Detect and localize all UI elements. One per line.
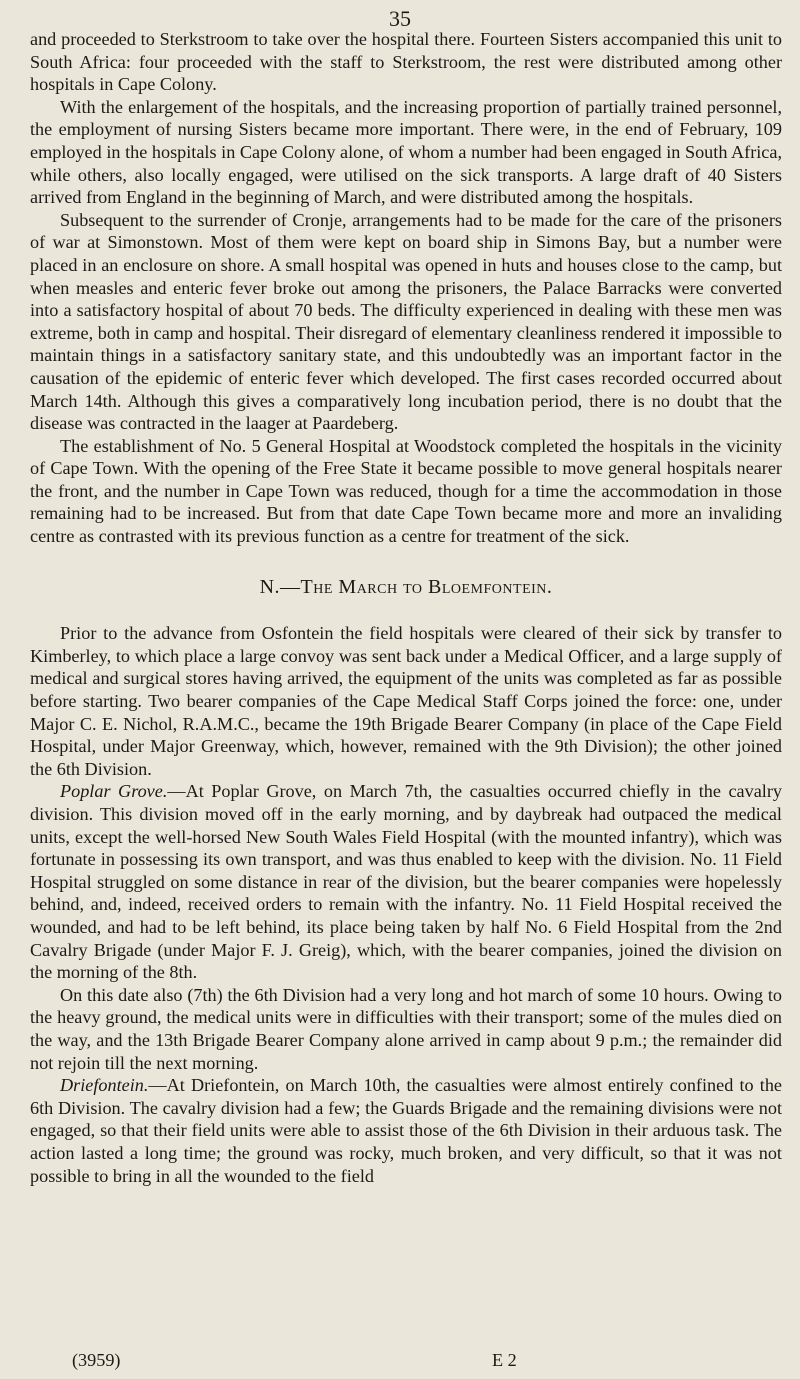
section-heading: N.—The March to Bloemfontein. xyxy=(259,575,553,598)
paragraph-lead: Driefontein. xyxy=(60,1075,149,1096)
paragraph: Prior to the advance from Osfontein the field hospitals were cleared of their sick by transfer to Kimberley, to which place a large convoy was sent back under a Medical Officer, and a large supply of medical and surgical stores having arrived, the equipment of the units was completed as far as possible before starting. Two bearer companies of the Cape Medical Staff Corps joined the force: one, under Major C. E. Nichol, R.A.M.C., became the 19th Brigade Bearer Company (in place of the Cape Field Hospital, under Major Greenway, which, however, remained with the 9th Division); the other joined the 6th Division. xyxy=(30,623,782,779)
paragraph-body: —At Poplar Grove, on March 7th, the casualties occurred chiefly in the cavalry division. This division moved off in the early morning, and by daybreak had outpaced the medical units, except the well-horsed New South Wales Field Hospital (with the mounted infantry), which was fortunate in possessing its own transport, and was thus enabled to keep with the division. No. 11 Field Hospital struggled on some distance in rear of the division, but the bearer companies were hopelessly behind, and, indeed, received orders to remain with the infantry. No. 11 Field Hospital received the wounded, and had to be left behind, its place being taken by half No. 6 Field Hospital from the 2nd Cavalry Brigade (under Major F. J. Greig), which, with the bearer companies, joined the division on the morning of the 8th. xyxy=(30,781,782,983)
paragraph: and proceeded to Sterkstroom to take over the hospital there. Fourteen Sisters accompanied this unit to South Africa: four proceeded with the staff to Sterkstroom, the rest were distributed among other hospitals in Cape Colony. xyxy=(30,29,782,95)
paragraph: With the enlargement of the hospitals, and the increasing proportion of partially trained personnel, the employment of nursing Sisters became more important. There were, in the end of February, 109 employed in the hospitals in Cape Colony alone, of whom a number had been engaged in South Africa, while others, also locally engaged, were utilised on the sick transports. A large draft of 40 Sisters arrived from England in the beginning of March, and were distributed among the hospitals. xyxy=(30,96,782,208)
paragraph: Subsequent to the surrender of Cronje, arrangements had to be made for the care of the prisoners of war at Simonstown. Most of them were kept on board ship in Simons Bay, but a number were placed in an enclosure on shore. A small hospital was opened in huts and houses close to the camp, but when measles and enteric fever broke out among the prisoners, the Palace Barracks were converted into a satisfactory hospital of about 70 beds. The difficulty experienced in dealing with these men was extreme, both in camp and hospital. Their disregard of elementary cleanliness rendered it impossible to maintain things in a satisfactory sanitary state, and this undoubtedly was an important factor in the causation of the epidemic of enteric fever which developed. The first cases recorded occurred about March 14th. Although this gives a comparatively long incubation period, there is no doubt that the disease was contracted in the laager at Paardeberg. xyxy=(30,209,782,434)
paragraph: The establishment of No. 5 General Hospital at Woodstock completed the hospitals in the vicinity of Cape Town. With the opening of the Free State it became possible to move general hospitals nearer the front, and the number in Cape Town was reduced, though for a time the accommodation in those remaining had to be increased. But from that date Cape Town became more and more an invaliding centre as contrasted with its previous function as a centre for treatment of the sick. xyxy=(30,435,782,547)
body-text xyxy=(30,28,782,1187)
page-footer xyxy=(72,1350,572,1371)
paragraph xyxy=(30,780,782,983)
print-code: (3959) xyxy=(72,1350,121,1370)
paragraph xyxy=(30,1074,782,1187)
page-number: 35 xyxy=(389,6,411,31)
signature-mark: E 2 xyxy=(492,1350,517,1370)
paragraph-body: —At Driefontein, on March 10th, the casualties were almost entirely confined to the 6th Division. The cavalry division had a few; the Guards Brigade and the remaining divisions were not engaged, so that their field units were able to assist those of the 6th Division in their arduous task. The action lasted a long time; the ground was rocky, much broken, and very difficult, so that it was not possible to bring in all the wounded to the field xyxy=(30,1075,782,1186)
paragraph: On this date also (7th) the 6th Division had a very long and hot march of some 10 hours. Owing to the heavy ground, the medical units were in difficulties with their transport; some of the mules died on the way, and the 13th Brigade Bearer Company alone arrived in camp about 9 p.m.; the remainder did not rejoin till the next morning. xyxy=(30,984,782,1073)
paragraph-lead: Poplar Grove. xyxy=(60,781,168,802)
